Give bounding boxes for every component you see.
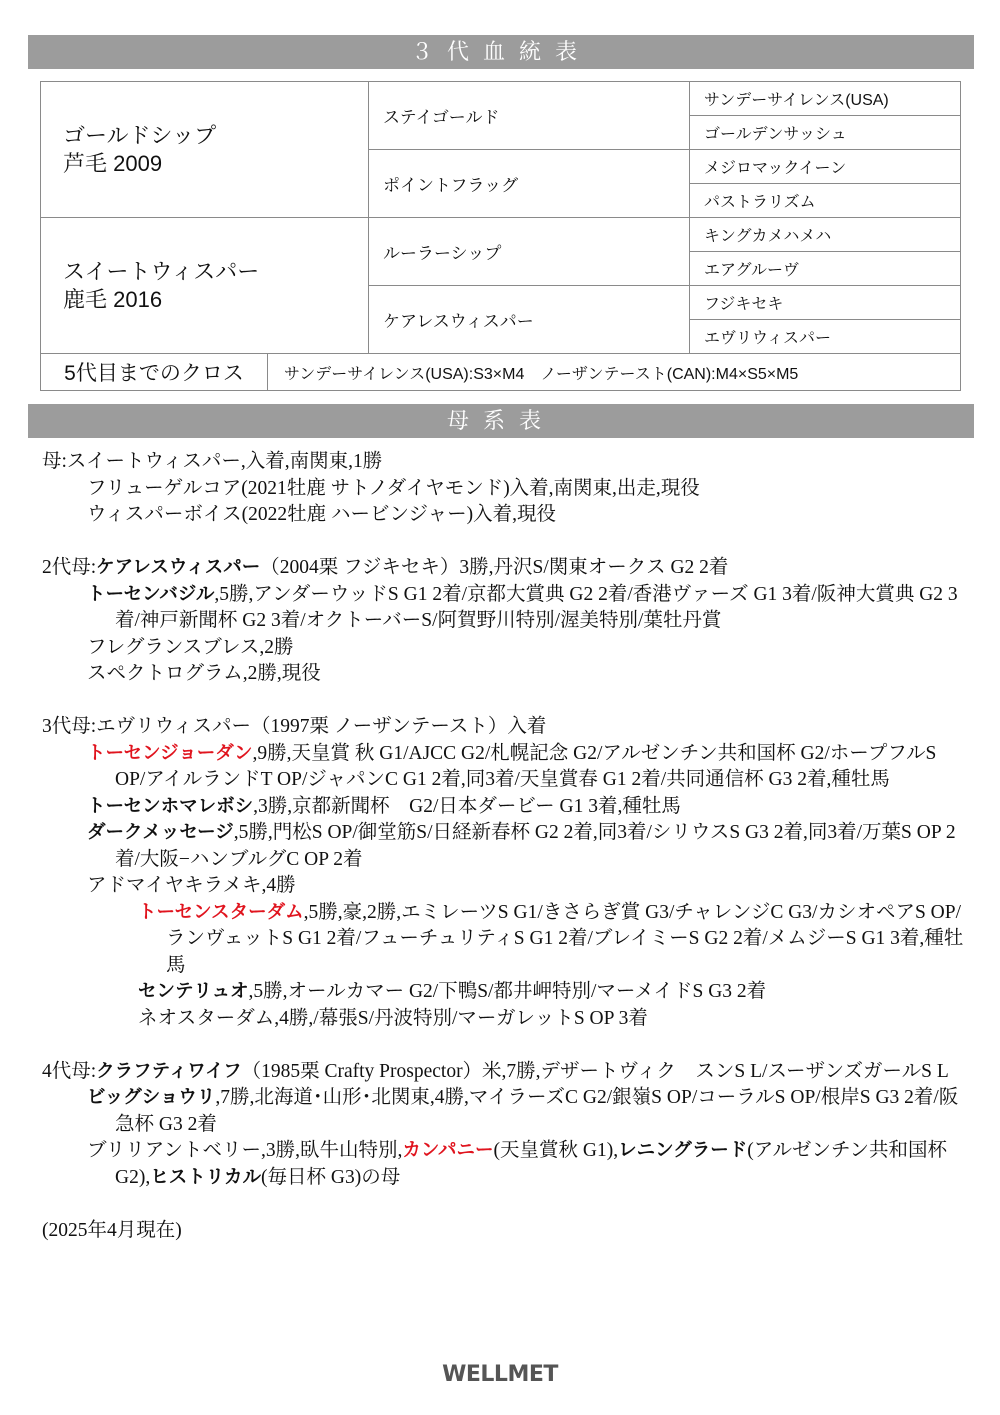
gen2-name: ケアレスウィスパー [96, 557, 261, 578]
sire-dam: ポイントフラッグ [369, 150, 690, 218]
gen3-grandoffspring: ネオスターダム,4勝,/幕張S/丹波特別/マーガレットS OP 3着 [138, 1007, 648, 1029]
gen3-ancestor: キングカメハメハ [690, 218, 961, 252]
gen2-line: 2代母:ケアレスウィスパー（2004栗 フジキセキ）3勝,丹沢S/関東オークス G2 2着 [42, 557, 729, 578]
horse-name: トーセンホマレボシ [87, 795, 254, 817]
gen4-offspring: ブリリアントベリー,3勝,臥牛山特別,カンパニー(天皇賞秋 G1),レニングラード(アルゼンチン共和国杯 G2),ヒストリカル(毎日杯 G3)の母 [87, 1140, 948, 1188]
sire-name: ゴールドシップ [63, 122, 217, 148]
gen3-ancestor: ゴールデンサッシュ [690, 116, 961, 150]
dam-line: 母:スイートウィスパー,入着,南関東,1勝 [42, 451, 383, 472]
dam-sire: ルーラーシップ [369, 218, 690, 286]
dam-cell [41, 218, 369, 354]
horse-name: ヒストリカル [150, 1166, 262, 1188]
gen3-ancestor: エアグルーヴ [690, 252, 961, 286]
horse-name: トーセンスターダム [138, 901, 304, 923]
gen4-line: 4代母:クラフティワイフ（1985栗 Crafty Prospector）米,7勝,デザートヴィク スンS L/スーザンズガールS L [42, 1060, 949, 1082]
horse-name: センテリュオ [138, 981, 249, 1002]
horse-name: カンパニー [402, 1140, 494, 1161]
gen3-ancestor: パストラリズム [690, 184, 961, 218]
horse-name: トーセンジョーダン [87, 742, 253, 764]
gen3-offspring: ダークメッセージ,5勝,門松S OP/御堂筋S/日経新春杯 G2 2着,同3着/シリウスS G3 2着,同3着/万葉S OP 2着/大阪−ハンブルグC OP 2着 [87, 822, 956, 870]
pedigree-table [40, 81, 961, 391]
cross-row [41, 354, 961, 391]
gen2-offspring: フレグランスブレス,2勝 [87, 636, 294, 658]
gen4-name: クラフティワイフ [96, 1060, 242, 1082]
gen2-offspring: スペクトログラム,2勝,現役 [87, 663, 321, 684]
cross-label: 5代目までのクロス [41, 354, 268, 390]
sire-cell [41, 82, 369, 218]
gen3-ancestor: メジロマックイーン [690, 150, 961, 184]
cross-value: サンデーサイレンス(USA):S3×M4 ノーザンテースト(CAN):M4×S5×M5 [284, 365, 799, 383]
gen3-ancestor: サンデーサイレンス(USA) [690, 82, 961, 116]
as-of-date: (2025年4月現在) [42, 1219, 182, 1241]
pedigree-header: ３代血統表 [28, 35, 974, 69]
gen3-ancestor: フジキセキ [690, 286, 961, 320]
sire-info: 芦毛 2009 [63, 150, 163, 176]
dam-dam: ケアレスウィスパー [369, 286, 690, 354]
horse-name: ビッグショウリ [87, 1087, 216, 1108]
gen3-offspring: トーセンジョーダン,9勝,天皇賞 秋 G1/AJCC G2/札幌記念 G2/アルゼンチン共和国杯 G2/ホープフルS OP/アイルランドT OP/ジャパンC G1 2着,同3着/天皇賞春 G1 2着/共同通信杯 G3 2着,種牡馬 [87, 742, 937, 790]
gen3-grandoffspring: センテリュオ,5勝,オールカマー G2/下鴨S/都井岬特別/マーメイドS G3 2着 [138, 981, 767, 1002]
family-header: 母系表 [28, 404, 974, 438]
dam-offspring: フリューゲルコア(2021牡鹿 サトノダイヤモンド)入着,南関東,出走,現役 [87, 477, 700, 499]
footer-logo: WELLMET [442, 1362, 558, 1387]
gen3-offspring: トーセンホマレボシ,3勝,京都新聞杯 G2/日本ダービー G1 3着,種牡馬 [87, 795, 681, 817]
gen3-offspring: アドマイヤキラメキ,4勝 [87, 875, 296, 896]
horse-name: ダークメッセージ [87, 822, 234, 843]
gen3-ancestor: エヴリウィスパー [690, 320, 961, 354]
family-record [42, 449, 967, 1244]
horse-name: トーセンバジル [87, 583, 215, 605]
dam-name: スイートウィスパー [63, 258, 260, 284]
gen2-offspring: トーセンバジル,5勝,アンダーウッドS G1 2着/京都大賞典 G2 2着/香港ヴァーズ G1 3着/阪神大賞典 G2 3着/神戸新聞杯 G2 3着/オクトーバーS/阿賀野川特別/渥美特別/葉牡丹賞 [87, 583, 958, 631]
gen3-line: 3代母:エヴリウィスパー（1997栗 ノーザンテースト）入着 [42, 716, 547, 737]
dam-offspring: ウィスパーボイス(2022牡鹿 ハービンジャー)入着,現役 [87, 504, 556, 525]
gen4-offspring: ビッグショウリ,7勝,北海道･山形･北関東,4勝,マイラーズC G2/銀嶺S OP/コーラルS OP/根岸S G3 2着/阪急杯 G3 2着 [87, 1087, 959, 1135]
dam-info: 鹿毛 2016 [63, 286, 163, 312]
horse-name: レニングラード [618, 1140, 748, 1161]
sire-sire: ステイゴールド [369, 82, 690, 150]
gen3-grandoffspring: トーセンスターダム,5勝,豪,2勝,エミレーツS G1/きさらぎ賞 G3/チャレンジC G3/カシオペアS OP/ランヴェットS G1 2着/フューチュリティS G1 2着/ブレイミーS G2 2着/メムジーS G1 3着,種牡馬 [138, 901, 964, 976]
